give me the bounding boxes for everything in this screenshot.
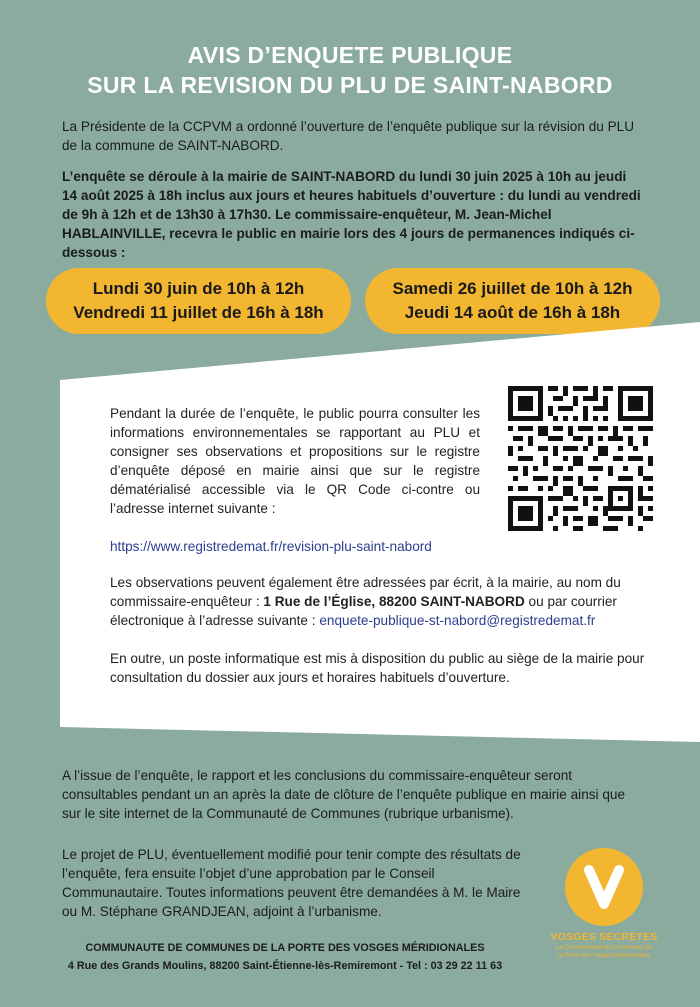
logo-subtitle-line: la Porte des Vosges Méridionales (558, 952, 650, 959)
logo-subtitle-line: La Communauté de Communes de (555, 944, 653, 951)
logo-subtitle (548, 944, 660, 960)
footer-org-name: COMMUNAUTE DE COMMUNES DE LA PORTE DES VOSGES MÉRIDIONALES (85, 942, 485, 954)
registre-link[interactable]: https://www.registredemat.fr/revision-plu-saint-nabord (110, 539, 432, 554)
intro-paragraph: La Présidente de la CCPVM a ordonné l’ouverture de l’enquête publique sur la révision du PLU de la commune de SAINT-NABORD. (62, 119, 635, 153)
permanence-date: Vendredi 11 juillet de 16h à 18h (73, 303, 324, 322)
title-line-1: AVIS D’ENQUETE PUBLIQUE (187, 42, 513, 68)
intro-section (62, 117, 642, 274)
logo-title: VOSGES SECRÈTES (550, 931, 658, 943)
observations-paragraph (110, 573, 650, 630)
vosges-secretes-logo (548, 848, 660, 968)
permanence-pill-left (46, 268, 351, 334)
footer (40, 939, 530, 975)
consultation-text: Pendant la durée de l’enquête, le public pourra consulter les informations environnementales se rapportant au PLU et consigner ses observations et propositions sur le registre d’enquête déposé en mairie ainsi que sur le registre dématérialisé accessible via le QR Code ci-contre ou l’adresse internet suivante : (110, 406, 480, 516)
title-line-2: SUR LA REVISION DU PLU DE SAINT-NABORD (87, 72, 613, 98)
logo-circle-icon (565, 848, 643, 926)
conclusions-paragraph: A l’issue de l’enquête, le rapport et les conclusions du commissaire-enquêteur seront consultables pendant un an après la date de clôture de l’enquête publique en mairie ainsi que sur le site internet de la Communauté de Communes (rubrique urbanisme). (62, 768, 626, 821)
qr-code-icon[interactable] (508, 386, 653, 531)
permanence-pill-right (365, 268, 660, 334)
permanence-date: Lundi 30 juin de 10h à 12h (92, 279, 305, 298)
qr-code-graphic (508, 386, 653, 531)
contact-email-link[interactable]: enquete-publique-st-nabord@registredemat.fr (319, 613, 596, 628)
poste-informatique-paragraph: En outre, un poste informatique est mis à disposition du public au siège de la mairie pour consultation du dossier aux jours et horaires habituels d’ouverture. (110, 651, 645, 685)
enquete-dates-paragraph: L’enquête se déroule à la mairie de SAINT-NABORD du lundi 30 juin 2025 à 10h au jeudi 14 août 2025 à 18h inclus aux jours et heures habituels d’ouverture : du lundi au vendredi de 9h à 12h et de 13h30 à 17h30. Le commissaire-enquêteur, M. Jean-Michel HABLAINVILLE, recevra le public en mairie lors des 4 jours de permanences indiqués ci-dessous : (62, 169, 641, 260)
page-title (0, 40, 700, 100)
mairie-address: 1 Rue de l’Église, 88200 SAINT-NABORD (263, 594, 525, 609)
observations-text: Les observations peuvent également être adressées par écrit, à la mairie, au nom du commissaire-enquêteur : (110, 575, 621, 609)
permanence-date: Jeudi 14 août de 16h à 18h (404, 303, 621, 322)
approbation-paragraph: Le projet de PLU, éventuellement modifié pour tenir compte des résultats de l’enquête, fera ensuite l’objet d’une approbation par le Conseil Communautaire. Toutes informations peuvent être demandées à M. le Maire ou M. Stéphane GRANDJEAN, adjoint à l’urbanisme. (62, 847, 521, 919)
observations-text-2: ou par courrier électronique à l’adresse suivante : (110, 594, 617, 628)
permanence-date: Samedi 26 juillet de 10h à 12h (392, 279, 633, 298)
footer-address: 4 Rue des Grands Moulins, 88200 Saint-Étienne-lès-Remiremont - Tel : 03 29 22 11 63 (67, 960, 503, 972)
logo-v-icon (565, 848, 643, 926)
